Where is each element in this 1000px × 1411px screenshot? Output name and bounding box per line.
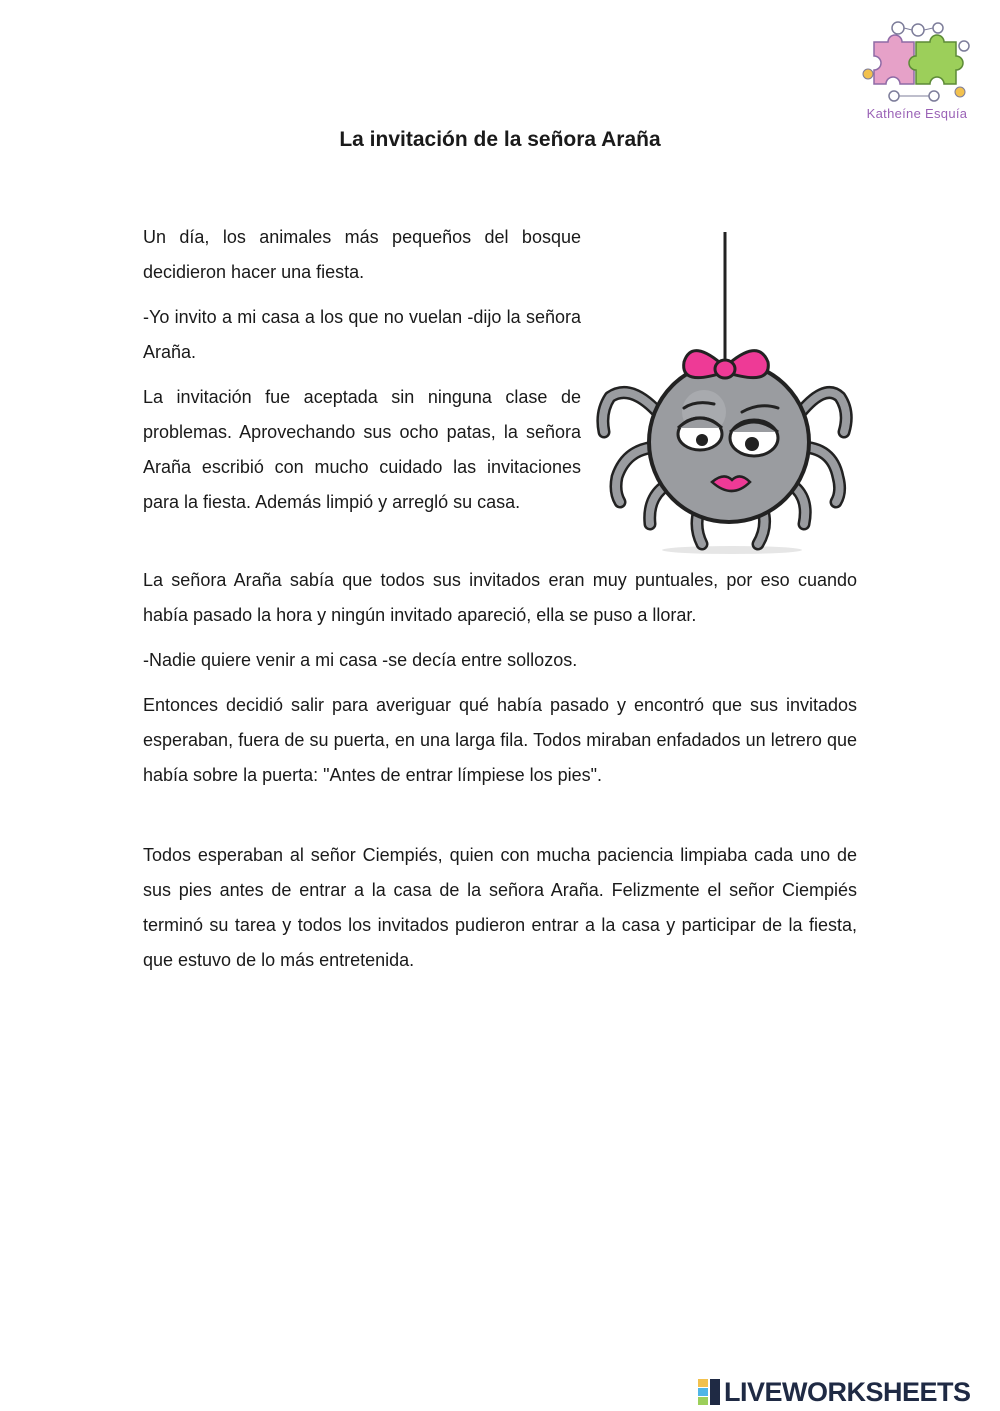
liveworksheets-logo-icon: [698, 1379, 720, 1405]
spider-illustration: [592, 232, 857, 557]
story-paragraph-1: Un día, los animales más pequeños del bosque decidieron hacer una fiesta.: [143, 227, 581, 282]
footer-brand: LIVEWORKSHEETS: [724, 1377, 971, 1407]
spider-icon: [592, 232, 857, 557]
logo-author-name: Katheíne Esquía: [866, 106, 968, 121]
story-paragraph-5: -Nadie quiere venir a mi casa -se decía entre sollozos.: [143, 650, 578, 670]
page-title: La invitación de la señora Araña: [339, 128, 661, 151]
puzzle-logo-icon: [860, 20, 974, 102]
story-paragraph-3: La invitación fue aceptada sin ninguna clase de problemas. Aprovechando sus ocho patas, la señora Araña escribió con mucho cuidado las invitaciones para la fiesta. Además limpió y arregló su casa.: [143, 387, 581, 512]
story-paragraph-7: Todos esperaban al señor Ciempiés, quien con mucha paciencia limpiaba cada uno de sus pies antes de entrar a la casa de la señora Araña. Felizmente el señor Ciempiés terminó su tarea y todos los invitados pudieron entrar a la casa y participar de la fiesta, que estuvo de lo más entretenida.: [143, 845, 857, 970]
author-logo: [852, 20, 982, 130]
story-paragraph-6: Entonces decidió salir para averiguar qué había pasado y encontró que sus invitados esperaban, fuera de su puerta, en una larga fila. Todos miraban enfadados un letrero que había sobre la puerta: "Antes de entrar límpiese los pies".: [143, 695, 857, 785]
liveworksheets-footer: [698, 1376, 971, 1408]
story-paragraph-4: La señora Araña sabía que todos sus invitados eran muy puntuales, por eso cuando había pasado la hora y ningún invitado apareció, ella se puso a llorar.: [143, 570, 857, 625]
story-paragraph-2: -Yo invito a mi casa a los que no vuelan -dijo la señora Araña.: [143, 307, 581, 362]
